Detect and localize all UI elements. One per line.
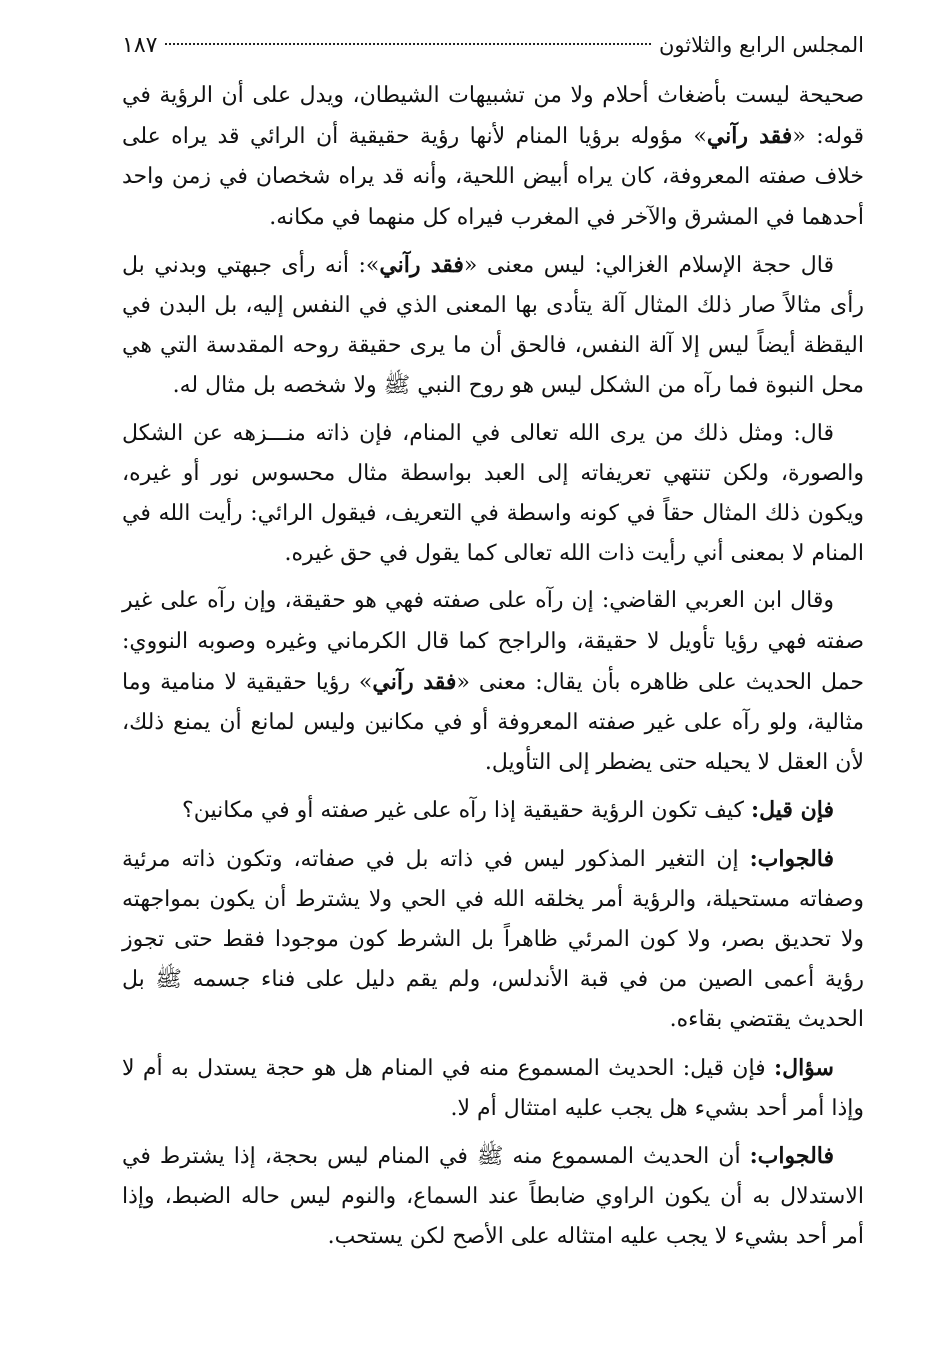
page-number: ١٨٧ [122,33,158,58]
leader-dots [165,43,651,45]
running-header [122,30,864,76]
paragraph [122,76,864,238]
text-run: وقال ابن العربي القاضي: إن رآه على صفته فهي هو حقيقة، وإن رآه على غير صفته فهي رؤيا تأويل لا حقيقة، والراجح كما قال الكرماني وغيره وصوبه النووي: حمل الحديث على ظاهره بأن يقال: معنى « [122,588,864,695]
text-run: كيف تكون الرؤية حقيقية إذا رآه على غير صفته أو في مكانين؟ [182,798,752,824]
paragraph [122,581,864,783]
paragraph [122,1048,864,1129]
text-run: صحيحة ليست بأضغاث أحلام ولا من تشبيهات الشيطان، ويدل على أن الرؤية في قوله: « [122,83,864,150]
paragraph-lead: فالجواب: [749,845,834,872]
chapter-title: المجلس الرابع والثلاثون [658,33,864,57]
paragraph-lead: فإن قيل: [751,797,834,824]
text-run: » رؤيا حقيقية لا منامية وما مثالية، ولو رآه على غير صفته المعروفة أو في مكانين وليس لمانع أن يمنع ذلك، لأن العقل لا يحيله حتى يضطر إلى التأويل. [122,669,864,776]
paragraph-lead: سؤال: [773,1054,834,1081]
bold-phrase: فقد رآني [379,251,464,278]
paragraph [122,1136,864,1258]
text-run: أن الحديث المسموع منه ﷺ في المنام ليس بحجة، إذا يشترط في الاستدلال به أن يكون الراوي ضابطاً عند السماع، والنوم ليس حاله الضبط، وإذا أمر أحد بشيء لا يجب عليه امتثاله على الأصح لكن يستحب. [122,1144,864,1250]
text-run: »: أنه رأى جبهتي وبدني بل رأى مثالاً صار ذلك المثال آلة يتأدى بها المعنى الذي في النفس إليه، بل البدن في اليقظة أيضاً ليس إلا آلة النفس، فالحق أن ما يرى حقيقة روحه المقدسة التي هي محل النبوة فما رآه من الشكل ليس هو روح النبي ﷺ ولا شخصه بل مثال له. [122,252,864,399]
text-run: قال حجة الإسلام الغزالي: ليس معنى « [463,252,834,278]
book-page [122,30,864,1265]
text-run: إن التغير المذكور ليس في ذاته بل في صفاته، وتكون ذاته مرئية وصفاته مستحيلة، والرؤية أمر يخلقه الله في الحي ولا يشترط أن يكون بمواجهته ولا تحديق بصر، ولا كون المرئي ظاهراً بل الشرط كون موجودا فقط حتى تجوز رؤية أعمى الصين من في قبة الأندلس، ولم يقم دليل على فناء جسمه ﷺ بل الحديث يقتضي بقاءه. [122,846,865,1033]
bold-phrase: فقد رآني [706,123,793,150]
paragraph [122,245,864,407]
paragraph [122,839,864,1041]
bold-phrase: فقد رآني [372,668,457,695]
paragraph [122,790,864,831]
text-run: قال: ومثل ذلك من يرى الله تعالى في المنام، فإن ذاته منـــزهه عن الشكل والصورة، ولكن تنتهي تعريفاته إلى العبد بواسطة مثال محسوس نور أو غيره، ويكون ذلك المثال حقاً في كونه واسطة في التعريف، فيقول الرائي: رأيت الله في المنام لا بمعنى أني رأيت ذات الله تعالى كما يقول في حق غيره. [122,420,864,567]
paragraph-lead: فالجواب: [749,1143,834,1170]
text-run: » مؤوله برؤيا المنام لأنها رؤية حقيقية أن الرائي قد يراه على خلاف صفته المعروفة، كان يراه أبيض اللحية، وأنه قد يراه شخصان في زمن واحد أحدهما في المشرق والآخر في المغرب فيراه كل منهما في مكانه. [122,124,864,230]
paragraph [122,414,864,575]
page-body [122,76,864,1258]
text-run: فإن قيل: الحديث المسموع منه في المنام هل هو حجة يستدل به أم لا وإذا أمر أحد بشيء هل يجب عليه امتثال أم لا. [122,1055,864,1121]
